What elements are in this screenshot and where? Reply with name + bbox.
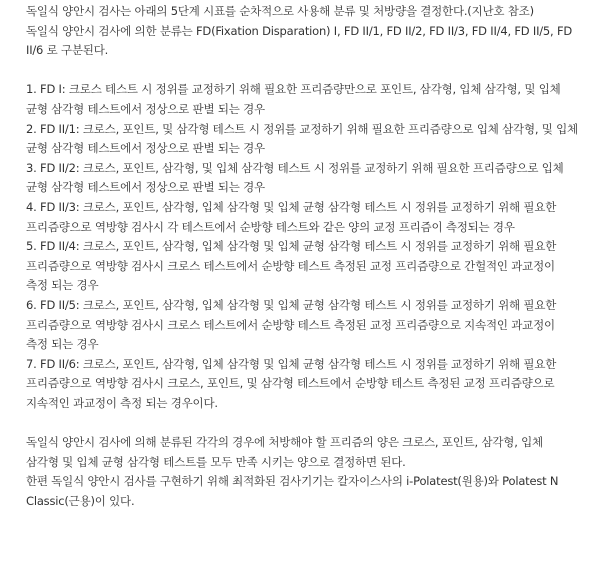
list-item-fd-2-4: 5. FD II/4: 크로스, 포인트, 삼각형, 입체 삼각형 및 입체 균형 삼각형 테스트 시 정위를 교정하기 위해 필요한 프리즘량으로 역방향 검사시 크로스 테스트에서 순방향 테스트 측정된 교정 프리즘량으로 간헐적인 과교정이 측정 되는 경우 xyxy=(26,239,557,293)
list-item-fd-2-5: 6. FD II/5: 크로스, 포인트, 삼각형, 입체 삼각형 및 입체 균형 삼각형 테스트 시 정위를 교정하기 위해 필요한 프리즘량으로 역방향 검사시 크로스 테스트에서 순방향 테스트 측정된 교정 프리즘량으로 지속적인 과교정이 측정 되는 경우 xyxy=(26,297,557,352)
outro-paragraph-1: 독일식 양안시 검사에 의해 분류된 각각의 경우에 처방해야 할 프리즘의 양은 크로스, 포인트, 삼각형, 입체 삼각형 및 입체 균형 삼각형 테스트를 모두 만족 시키는 양으로 결정하면 된다. xyxy=(26,435,543,469)
list-item-fd-2-6: 7. FD II/6: 크로스, 포인트, 삼각형, 입체 삼각형 및 입체 균형 삼각형 테스트 시 정위를 교정하기 위해 필요한 프리즘량으로 역방향 검사시 크로스, 포인트, 및 삼각형 테스트에서 순방향 테스트 측정된 교정 프리즘량으로 지속적인 과교정이 측정 되는 경우이다. xyxy=(26,356,557,410)
classification-list xyxy=(26,80,578,413)
list-item-fd-1: 1. FD I: 크로스 테스트 시 정위를 교정하기 위해 필요한 프리즘량만으로 포인트, 삼각형, 입체 삼각형, 및 입체 균형 삼각형 테스트에서 정상으로 판별 되는 경우 xyxy=(26,82,561,116)
intro-paragraph-1: 독일식 양안시 검사는 아래의 5단계 시표를 순차적으로 사용해 분류 및 처방량을 결정한다.(지난호 참조) xyxy=(26,4,534,18)
list-item-fd-2-3: 4. FD II/3: 크로스, 포인트, 삼각형, 입체 삼각형 및 입체 균형 삼각형 테스트 시 정위를 교정하기 위해 필요한 프리즘량으로 역방향 검사시 각 테스트에서 순방향 테스트와 같은 양의 교정 프리즘이 측정되는 경우 xyxy=(26,199,557,234)
outro-paragraph-2: 한편 독일식 양안시 검사를 구현하기 위해 최적화된 검사기기는 칼자이스사의 i-Polatest(원용)와 Polatest N Classic(근용)이 있다. xyxy=(26,474,559,508)
paragraph-gap xyxy=(26,61,578,81)
list-item-fd-2-2: 3. FD II/2: 크로스, 포인트, 삼각형, 및 입체 삼각형 테스트 시 정위를 교정하기 위해 필요한 프리즘량으로 입체 균형 삼각형 테스트에서 정상으로 판별 되는 경우 xyxy=(26,160,564,195)
intro-paragraph-2: 독일식 양안시 검사에 의한 분류는 FD(Fixation Disparation) I, FD II/1, FD II/2, FD II/3, FD II/4, FD II/5, FD II/6 로 구분된다. xyxy=(26,23,573,58)
paragraph-gap xyxy=(26,413,578,433)
list-item-fd-2-1: 2. FD II/1: 크로스, 포인트, 및 삼각형 테스트 시 정위를 교정하기 위해 필요한 프리즘량으로 입체 삼각형, 및 입체 균형 삼각형 테스트에서 정상으로 판별 되는 경우 xyxy=(26,121,578,156)
